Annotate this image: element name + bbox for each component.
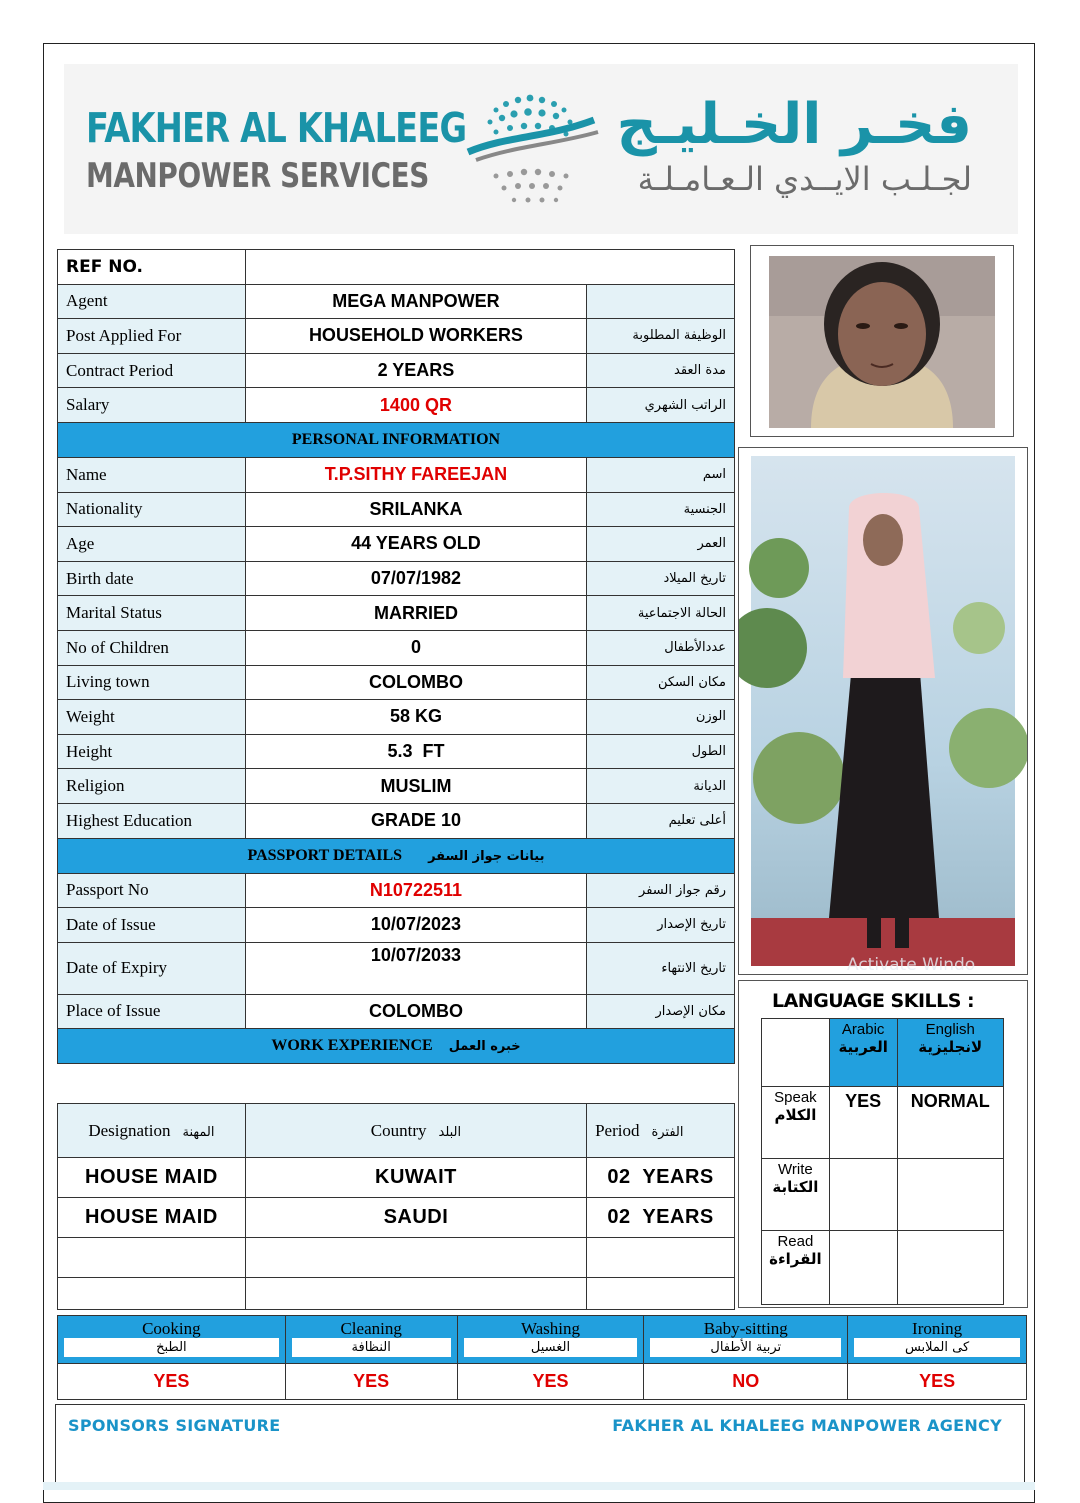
work-country: SAUDI (245, 1198, 586, 1238)
weight-label: Weight (58, 700, 246, 735)
skill-value: YES (457, 1364, 644, 1400)
skills-table (57, 1315, 1027, 1400)
ref-row (58, 250, 735, 285)
page-bottom-strip (43, 1482, 1035, 1490)
issue-place-label-ar: مكان الإصدار (587, 994, 735, 1029)
info-row (58, 769, 735, 804)
expiry-date-label-ar: تاريخ الانتهاء (587, 942, 735, 994)
empty-cell (58, 1278, 246, 1310)
speak-label-ar: الكلام (774, 1106, 817, 1124)
table-row (58, 1158, 735, 1198)
height-value: 5.3 FT (245, 734, 586, 769)
read-arabic (829, 1231, 897, 1305)
section-header (58, 1029, 735, 1064)
skill-header (644, 1316, 848, 1364)
info-row (58, 665, 735, 700)
skill-name-ar: كى الملابس (854, 1338, 1020, 1357)
work-designation: HOUSE MAID (58, 1198, 246, 1238)
country-header-en: Country (370, 1120, 427, 1140)
skill-name-ar: النظافة (292, 1338, 451, 1357)
brand-name-en: FAKHER AL KHALEEG (86, 104, 467, 152)
work-period: 02 YEARS (587, 1198, 735, 1238)
speak-label (762, 1087, 830, 1159)
skill-value: YES (285, 1364, 457, 1400)
children-label: No of Children (58, 630, 246, 665)
arabic-col-ar: العربية (838, 1038, 888, 1056)
work-heading (58, 1029, 735, 1064)
post-label-ar: الوظيفة المطلوبة (587, 319, 735, 354)
info-row (58, 492, 735, 527)
language-skills-title: LANGUAGE SKILLS : (772, 990, 975, 1012)
religion-label: Religion (58, 769, 246, 804)
designation-header-ar: المهنة (182, 1124, 215, 1140)
agent-label: Agent (58, 284, 246, 319)
english-col-en: English (925, 1021, 975, 1038)
brand-subtitle-en: MANPOWER SERVICES (86, 156, 429, 196)
issue-place-value: COLOMBO (245, 994, 586, 1029)
read-label (762, 1231, 830, 1305)
table-row (58, 1198, 735, 1238)
company-logo-icon (466, 80, 601, 218)
name-label-ar: اسم (587, 457, 735, 492)
english-col-header (897, 1019, 1003, 1087)
work-experience-table (57, 1103, 735, 1310)
passport-no-label-ar: رقم جواز السفر (587, 873, 735, 908)
skill-header (285, 1316, 457, 1364)
post-value: HOUSEHOLD WORKERS (245, 319, 586, 354)
salary-label-ar: الراتب الشهري (587, 388, 735, 423)
designation-header-en: Designation (88, 1120, 171, 1140)
contract-label: Contract Period (58, 353, 246, 388)
skill-name-en: Cooking (142, 1319, 201, 1338)
write-arabic (829, 1159, 897, 1231)
info-row (58, 942, 735, 994)
birthdate-value: 07/07/1982 (245, 561, 586, 596)
weight-label-ar: الوزن (587, 700, 735, 735)
empty-cell (587, 1238, 735, 1278)
age-label: Age (58, 527, 246, 562)
agent-label-ar (587, 284, 735, 319)
info-row (58, 630, 735, 665)
age-value: 44 YEARS OLD (245, 527, 586, 562)
children-label-ar: عددالأطفال (587, 630, 735, 665)
info-row (58, 734, 735, 769)
nationality-value: SRILANKA (245, 492, 586, 527)
section-header (58, 838, 735, 873)
speak-english: NORMAL (897, 1087, 1003, 1159)
sponsor-signature-label: SPONSORS SIGNATURE (68, 1416, 281, 1435)
info-row (58, 353, 735, 388)
skills-header-row (58, 1316, 1027, 1364)
height-label-ar: الطول (587, 734, 735, 769)
skills-value-row (58, 1364, 1027, 1400)
passport-heading-en: PASSPORT DETAILS (247, 846, 403, 864)
language-row (762, 1159, 1004, 1231)
work-heading-ar: خبره العمل (448, 1039, 521, 1055)
info-row (58, 994, 735, 1029)
info-row (58, 561, 735, 596)
birthdate-label-ar: تاريخ الميلاد (587, 561, 735, 596)
agency-signature-label: FAKHER AL KHALEEG MANPOWER AGENCY (612, 1416, 1002, 1435)
passport-heading (58, 838, 735, 873)
personal-info-heading: PERSONAL INFORMATION (58, 422, 735, 457)
town-label-ar: مكان السكن (587, 665, 735, 700)
weight-value: 58 KG (245, 700, 586, 735)
portrait-photo (751, 246, 1013, 436)
read-label-ar: القراءة (769, 1250, 822, 1268)
skill-name-ar: الغسيل (464, 1338, 638, 1357)
empty-cell (245, 1238, 586, 1278)
info-row (58, 873, 735, 908)
skill-name-en: Baby-sitting (703, 1319, 788, 1338)
write-label (762, 1159, 830, 1231)
arabic-col-header (829, 1019, 897, 1087)
info-row (58, 803, 735, 838)
work-period: 02 YEARS (587, 1158, 735, 1198)
skill-value: NO (644, 1364, 848, 1400)
table-row (58, 1278, 735, 1310)
empty-cell (762, 1019, 830, 1087)
skill-value: YES (58, 1364, 286, 1400)
name-value: T.P.SITHY FAREEJAN (245, 457, 586, 492)
nationality-label-ar: الجنسية (587, 492, 735, 527)
marital-value: MARRIED (245, 596, 586, 631)
issue-place-label: Place of Issue (58, 994, 246, 1029)
salary-value: 1400 QR (245, 388, 586, 423)
name-label: Name (58, 457, 246, 492)
english-col-ar: لانجليزية (918, 1038, 983, 1056)
education-value: GRADE 10 (245, 803, 586, 838)
applicant-info-table (57, 249, 735, 1064)
empty-cell (245, 1278, 586, 1310)
full-length-photo (739, 448, 1027, 974)
empty-cell (587, 1278, 735, 1310)
info-row (58, 596, 735, 631)
skill-value: YES (848, 1364, 1027, 1400)
language-skills-table (761, 1018, 1004, 1305)
read-label-en: Read (777, 1233, 814, 1250)
education-label: Highest Education (58, 803, 246, 838)
brand-subtitle-ar: لجـلـب الايــدي الـعـامـلـة (637, 160, 972, 198)
full-length-photo-frame (738, 447, 1028, 975)
info-row (58, 284, 735, 319)
marital-label: Marital Status (58, 596, 246, 631)
birthdate-label: Birth date (58, 561, 246, 596)
period-header-ar: الفترة (651, 1124, 684, 1140)
write-label-en: Write (778, 1161, 813, 1178)
expiry-date-label: Date of Expiry (58, 942, 246, 994)
issue-date-label: Date of Issue (58, 908, 246, 943)
info-row (58, 700, 735, 735)
empty-cell (58, 1238, 246, 1278)
work-heading-en: WORK EXPERIENCE (271, 1037, 433, 1055)
read-english (897, 1231, 1003, 1305)
period-header-en: Period (595, 1120, 640, 1140)
language-header-row (762, 1019, 1004, 1087)
issue-date-value: 10/07/2023 (245, 908, 586, 943)
education-label-ar: أعلى تعليم (587, 803, 735, 838)
photo-watermark: Activate Windo (847, 955, 976, 974)
work-header-row (58, 1104, 735, 1158)
skill-name-en: Cleaning (340, 1319, 402, 1338)
skill-header (58, 1316, 286, 1364)
brand-name-ar: فخـر الخـليـج (616, 92, 972, 157)
age-label-ar: العمر (587, 527, 735, 562)
info-row (58, 457, 735, 492)
skill-name-en: Washing (520, 1319, 581, 1338)
issue-date-label-ar: تاريخ الإصدار (587, 908, 735, 943)
agent-value: MEGA MANPOWER (245, 284, 586, 319)
skill-name-en: Ironing (912, 1319, 963, 1338)
write-english (897, 1159, 1003, 1231)
country-header (245, 1104, 586, 1158)
post-label: Post Applied For (58, 319, 246, 354)
info-row (58, 319, 735, 354)
skill-name-ar: الطبخ (64, 1338, 279, 1357)
expiry-date-value: 10/07/2033 (245, 942, 586, 994)
religion-label-ar: الديانة (587, 769, 735, 804)
language-row (762, 1087, 1004, 1159)
arabic-col-en: Arabic (841, 1021, 885, 1038)
language-row (762, 1231, 1004, 1305)
section-header (58, 422, 735, 457)
speak-label-en: Speak (774, 1089, 817, 1106)
write-label-ar: الكتابة (772, 1178, 819, 1196)
table-row (58, 1238, 735, 1278)
work-designation: HOUSE MAID (58, 1158, 246, 1198)
work-country: KUWAIT (245, 1158, 586, 1198)
info-row (58, 527, 735, 562)
info-row (58, 388, 735, 423)
passport-no-label: Passport No (58, 873, 246, 908)
nationality-label: Nationality (58, 492, 246, 527)
passport-no-value: N10722511 (245, 873, 586, 908)
designation-header (58, 1104, 246, 1158)
skill-header (848, 1316, 1027, 1364)
skill-header (457, 1316, 644, 1364)
town-label: Living town (58, 665, 246, 700)
ref-value (245, 250, 734, 285)
country-header-ar: البلد (438, 1124, 462, 1140)
info-row (58, 908, 735, 943)
passport-heading-ar: بيانات جواز السفر (428, 848, 545, 864)
marital-label-ar: الحالة الاجتماعية (587, 596, 735, 631)
contract-value: 2 YEARS (245, 353, 586, 388)
portrait-photo-frame (750, 245, 1014, 437)
period-header (587, 1104, 735, 1158)
height-label: Height (58, 734, 246, 769)
town-value: COLOMBO (245, 665, 586, 700)
children-value: 0 (245, 630, 586, 665)
ref-label: REF NO. (58, 250, 246, 285)
religion-value: MUSLIM (245, 769, 586, 804)
speak-arabic: YES (829, 1087, 897, 1159)
skill-name-ar: تربية الأطفال (650, 1338, 841, 1357)
salary-label: Salary (58, 388, 246, 423)
contract-label-ar: مدة العقد (587, 353, 735, 388)
